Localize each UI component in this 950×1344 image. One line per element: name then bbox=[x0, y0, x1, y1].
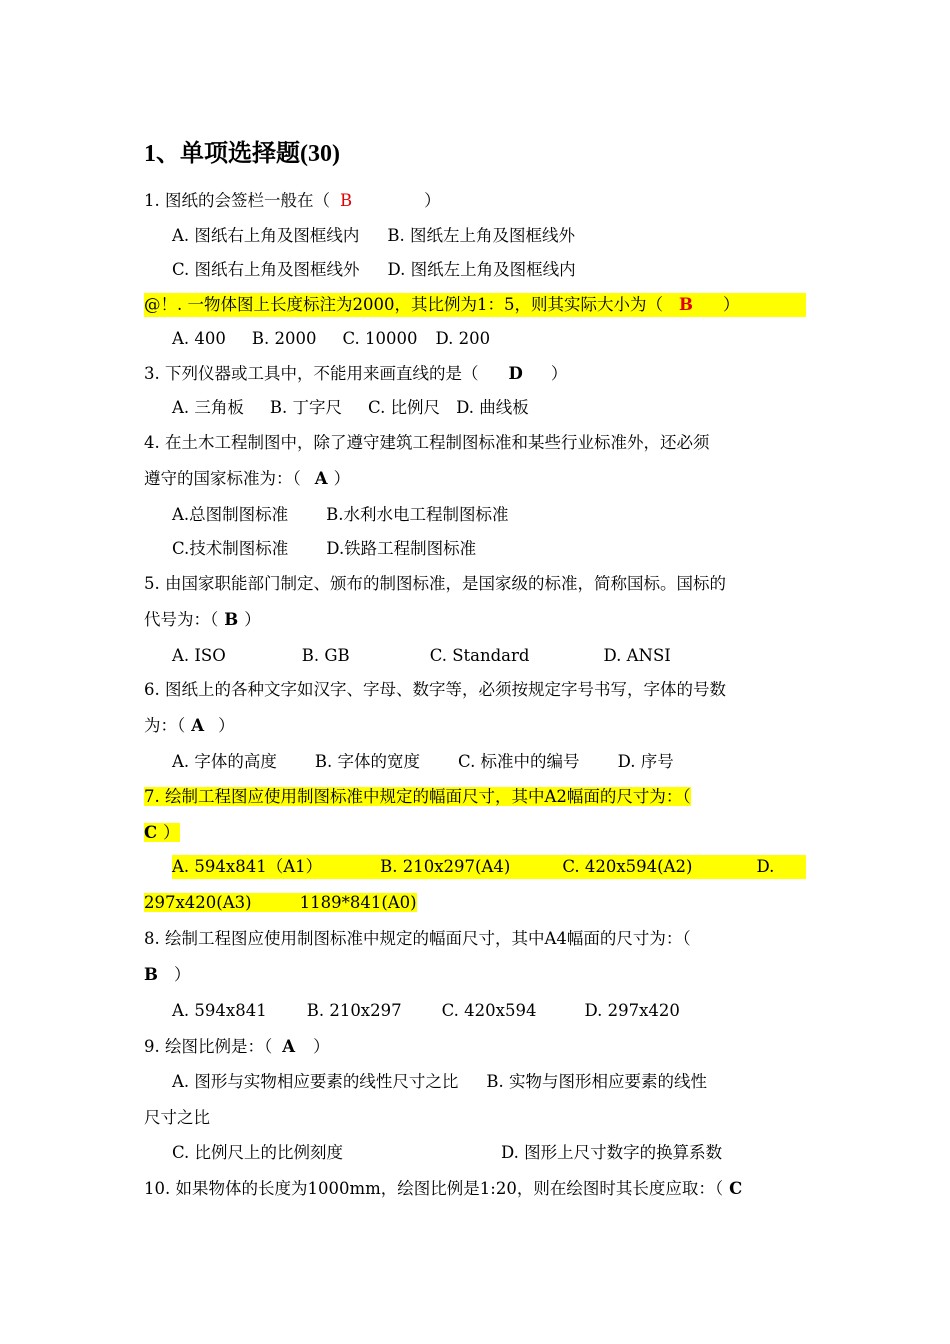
answer-q6: A bbox=[191, 716, 205, 735]
option-a: A. 图形与实物相应要素的线性尺寸之比 bbox=[172, 1072, 459, 1091]
question-8-stem-line-1: 8. 绘制工程图应使用制图标准中规定的幅面尺寸，其中A4幅面的尺寸为：（ bbox=[144, 929, 691, 948]
option-d: D. 序号 bbox=[617, 752, 674, 771]
question-2-options bbox=[172, 327, 490, 351]
question-7-stem-line-1: 7. 绘制工程图应使用制图标准中规定的幅面尺寸，其中A2幅面的尺寸为：（ bbox=[144, 787, 691, 806]
question-1-options-row-2 bbox=[172, 258, 576, 282]
option-a: A. 594ⅹ841（A1） bbox=[172, 857, 323, 876]
question-4-options-row-2 bbox=[172, 537, 476, 561]
option-a: A. 400 bbox=[172, 329, 226, 348]
question-1-options-row-1 bbox=[172, 224, 575, 248]
question-5-stem-line-2: 代号为：（ B ） bbox=[144, 610, 261, 629]
answer-q1: B bbox=[340, 191, 353, 210]
option-a: A. ISO bbox=[172, 646, 226, 665]
question-9-stem: 9. 绘图比例是：（ A ） bbox=[144, 1037, 330, 1056]
question-9-options-row-1 bbox=[172, 1070, 707, 1094]
answer-q5: B bbox=[224, 610, 239, 629]
option-c: C. 标准中的编号 bbox=[458, 752, 580, 771]
question-10-stem: 10. 如果物体的长度为1000mm，绘图比例是1:20，则在绘图时其长度应取：（ C bbox=[144, 1179, 743, 1198]
answer-q4: A bbox=[314, 469, 328, 488]
question-4-stem-line-1: 4. 在土木工程制图中，除了遵守建筑工程制图标准和某些行业标准外，还必须 bbox=[144, 433, 710, 452]
option-c: C. 比例尺 bbox=[368, 398, 441, 417]
answer-q3: D bbox=[508, 364, 523, 383]
question-9-options-row-1-cont: 尺寸之比 bbox=[144, 1108, 210, 1127]
answer-q10: C bbox=[729, 1179, 743, 1198]
option-extra: 1189*841(A0) bbox=[299, 893, 417, 912]
option-a: A. 三角板 bbox=[172, 398, 244, 417]
answer-q2: B bbox=[678, 295, 693, 314]
option-d: D. 图纸左上角及图框线内 bbox=[387, 260, 576, 279]
option-a: A.总图制图标准 bbox=[172, 505, 289, 524]
option-b: B. 210ⅹ297 bbox=[306, 1001, 402, 1020]
option-a: A. 字体的高度 bbox=[172, 752, 277, 771]
option-d: D.铁路工程制图标准 bbox=[326, 539, 477, 558]
question-4-options-row-1 bbox=[172, 503, 509, 527]
option-d-label: D. bbox=[756, 857, 775, 876]
question-5-options bbox=[172, 644, 671, 668]
answer-q8: B bbox=[144, 965, 158, 984]
question-5-stem-line-1: 5. 由国家职能部门制定、颁布的制图标准，是国家级的标准，简称国标。国标的 bbox=[144, 574, 726, 593]
option-b: B. 丁字尺 bbox=[269, 398, 343, 417]
question-7-stem-line-2: C ） bbox=[144, 823, 180, 842]
answer-q7: C bbox=[144, 823, 158, 842]
question-8-options bbox=[172, 999, 680, 1023]
section-heading: 1、单项选择题(30) bbox=[144, 141, 340, 167]
option-a: A. 594ⅹ841 bbox=[172, 1001, 267, 1020]
option-d-value: 297ⅹ420(A3) bbox=[144, 893, 252, 912]
option-d: D. 200 bbox=[435, 329, 491, 348]
question-6-stem-line-1: 6. 图纸上的各种文字如汉字、字母、数字等，必须按规定字号书写，字体的号数 bbox=[144, 680, 726, 699]
question-3-stem: 3. 下列仪器或工具中，不能用来画直线的是（ D ） bbox=[144, 364, 568, 383]
question-1-stem: 1. 图纸的会签栏一般在（ B ） bbox=[144, 191, 441, 210]
option-d: D. 曲线板 bbox=[456, 398, 529, 417]
question-6-stem-line-2: 为：（ A ） bbox=[144, 716, 235, 735]
option-d: D. 图形上尺寸数字的换算系数 bbox=[501, 1143, 723, 1162]
option-c: C. 比例尺上的比例刻度 bbox=[172, 1143, 344, 1162]
question-4-stem-line-2: 遵守的国家标准为：（ A ） bbox=[144, 469, 351, 488]
option-c: C. 420ⅹ594(A2) bbox=[562, 857, 693, 876]
option-c: C. 10000 bbox=[342, 329, 418, 348]
question-2-stem: @！. 一物体图上长度标注为2000，其比例为1：5，则其实际大小为（ B ） bbox=[144, 293, 806, 317]
question-8-stem-line-2: B ） bbox=[144, 965, 191, 984]
question-7-options-row-1 bbox=[172, 855, 806, 879]
question-7-options-row-2 bbox=[144, 891, 417, 915]
option-a: A. 图纸右上角及图框线内 bbox=[172, 226, 360, 245]
option-b: B. 2000 bbox=[251, 329, 317, 348]
option-d: D. 297ⅹ420 bbox=[584, 1001, 680, 1020]
option-b: B. 字体的宽度 bbox=[314, 752, 421, 771]
question-9-options-row-2 bbox=[172, 1141, 722, 1165]
option-d: D. ANSI bbox=[603, 646, 671, 665]
option-b: B.水利水电工程制图标准 bbox=[326, 505, 509, 524]
option-c: C. 图纸右上角及图框线外 bbox=[172, 260, 360, 279]
option-b: B. GB bbox=[301, 646, 350, 665]
question-6-options bbox=[172, 750, 674, 774]
option-b: B. 图纸左上角及图框线外 bbox=[387, 226, 576, 245]
question-3-options bbox=[172, 396, 529, 420]
option-c: C. Standard bbox=[429, 646, 530, 665]
option-b: B. 210ⅹ297(A4) bbox=[380, 857, 511, 876]
option-c: C.技术制图标准 bbox=[172, 539, 289, 558]
option-c: C. 420ⅹ594 bbox=[441, 1001, 537, 1020]
answer-q9: A bbox=[282, 1037, 296, 1056]
option-b: B. 实物与图形相应要素的线性 bbox=[486, 1072, 708, 1091]
